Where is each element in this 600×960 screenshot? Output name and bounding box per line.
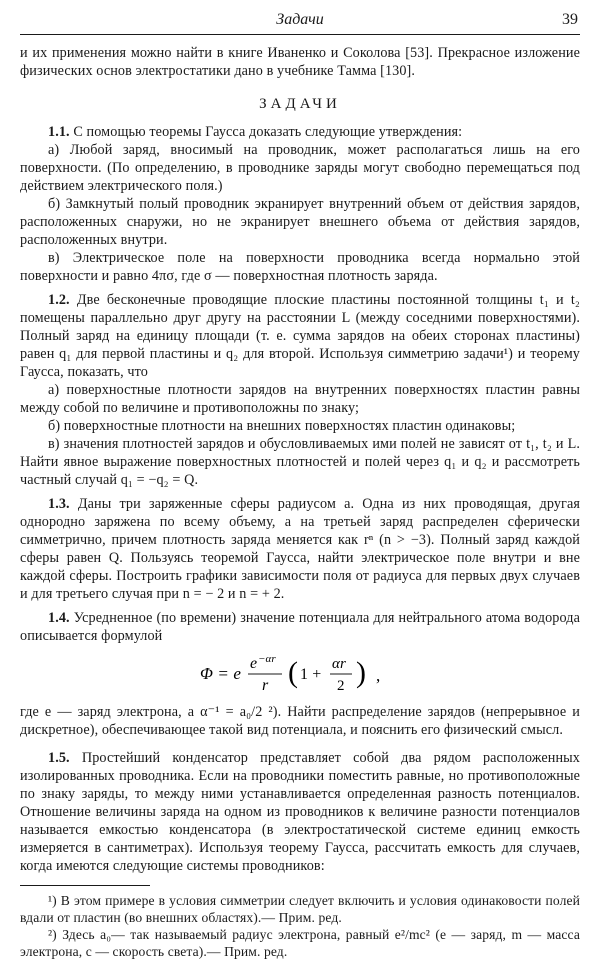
problem-1-1 <box>20 123 580 285</box>
formula-paren-open: ( <box>288 656 299 689</box>
problem-continuation: где e — заряд электрона, а α⁻¹ = a₀/2 ²). Найти распределение зарядов (непрерывное и дискретное), обеспечивающее такой вид потенциала, и пояснить его физический смысл. <box>20 704 580 738</box>
formula-denominator-2: 2 <box>337 678 345 694</box>
problem-item: а) поверхностные плотности зарядов на внутренних поверхностях пластин равны между собой по величине и противоположны по знаку; <box>20 382 580 416</box>
formula-lhs: Φ = e <box>200 664 241 683</box>
problem-lead <box>20 749 580 875</box>
problem-text: Даны три заряженные сферы радиусом a. Одна из них проводящая, другая однородно заряжена по всему объему, а на третьей заряд распределен сферически симметрично, причем плотность заряда меняется как rⁿ (n > −3). Полный заряд каждой сферы равен Q. Пользуясь теоремой Гаусса, найти электрическое поле внутри и вне каждой сферы. Построить графики зависимости поля от радиуса для первых двух случаев и для третьего случая при n = − 2 и n = + 2. <box>20 496 580 602</box>
problem-1-3 <box>20 495 580 603</box>
problem-number: 1.3. <box>48 496 70 512</box>
footnote: ¹) В этом примере в условия симметрии следует включить и условия одинаковости полей вдали от пластин (во внешних областях).— Прим. ред. <box>20 893 580 925</box>
intro-paragraph: и их применения можно найти в книге Иваненко и Соколова [53]. Прекрасное изложение физических основ электростатики дано в учебнике Тамма [130]. <box>20 45 580 79</box>
potential-formula <box>20 653 580 695</box>
header-title: Задачи <box>276 11 324 28</box>
footnote-rule <box>20 885 150 886</box>
problem-lead <box>20 609 580 645</box>
running-header <box>20 8 580 35</box>
problem-text: Простейший конденсатор представляет собой два рядом расположенных изолированных проводника. Если на проводники поместить равные, но противоположные по знаку заряды, то между ними устанавливается определенная разность потенциалов. Отношение величины заряда на одном из проводников к величине разности потенциалов называется емкостью конденсатора (в электростатической системе единиц емкость измеряется в сантиметрах). Используя теорему Гаусса, рассчитать емкость для случаев, когда имеются следующие системы проводников: <box>20 750 580 874</box>
formula-exponent: −αr <box>258 653 276 665</box>
formula-paren-close: ) <box>356 656 367 689</box>
problem-number: 1.4. <box>48 610 70 626</box>
section-title: ЗАДАЧИ <box>259 96 341 112</box>
problem-text: Усредненное (по времени) значение потенциала для нейтрального атома водорода описывается формулой <box>20 610 580 644</box>
problem-1-2 <box>20 291 580 489</box>
problem-number: 1.5. <box>48 750 70 766</box>
formula-denominator: r <box>262 677 269 694</box>
problem-1-5 <box>20 749 580 875</box>
problem-text: С помощью теоремы Гаусса доказать следующие утверждения: <box>73 124 463 140</box>
formula-numerator: e <box>250 655 258 672</box>
problem-item: в) Электрическое поле на поверхности проводника всегда нормально этой поверхности и равно 4πσ, где σ — поверхностная плотность заряда. <box>20 250 580 284</box>
problem-lead <box>20 291 580 381</box>
formula-one-plus: 1 + <box>300 666 322 683</box>
page-number: 39 <box>562 11 578 28</box>
problem-item: в) значения плотностей зарядов и обусловливаемых ими полей не зависят от t₁, t₂ и L. Найти явное выражение поверхностных плотностей и полей через q₁ и q₂ и рассмотреть частный случай q₁ = −q₂ = Q. <box>20 436 580 488</box>
problem-1-4 <box>20 609 580 739</box>
formula-comma: , <box>376 666 381 685</box>
problem-number: 1.2. <box>48 292 70 308</box>
footnote: ²) Здесь a₀— так называемый радиус электрона, равный e²/mc² (e — заряд, m — масса электрона, c — скорость света).— Прим. ред. <box>20 927 580 959</box>
problem-number: 1.1. <box>48 124 70 140</box>
problem-item: а) Любой заряд, вносимый на проводник, может располагаться лишь на его поверхности. (По определению, в проводнике заряды могут свободно перемещаться под действием электрического поля.) <box>20 142 580 194</box>
problem-item: б) Замкнутый полый проводник экранирует внутренний объем от действия зарядов, расположенных снаружи, но не экранирует внешнего объема от действия зарядов, расположенных внутри. <box>20 196 580 248</box>
problem-lead <box>20 123 580 141</box>
problem-text: Две бесконечные проводящие плоские пластины постоянной толщины t₁ и t₂ помещены параллельно друг другу на расстоянии L (между соседними поверхностями). Полный заряд на единицу площади (т. е. сумма зарядов на обеих сторонах пластины) равен q₁ для первой пластины и q₂ для второй. Используя симметрию задачи¹) и теорему Гаусса, показать, что <box>20 292 580 380</box>
problem-lead <box>20 495 580 603</box>
formula-numerator-2: αr <box>332 656 346 672</box>
page-body <box>20 44 580 960</box>
formula-svg <box>200 653 400 695</box>
problem-item: б) поверхностные плотности на внешних поверхностях пластин одинаковы; <box>48 418 516 434</box>
